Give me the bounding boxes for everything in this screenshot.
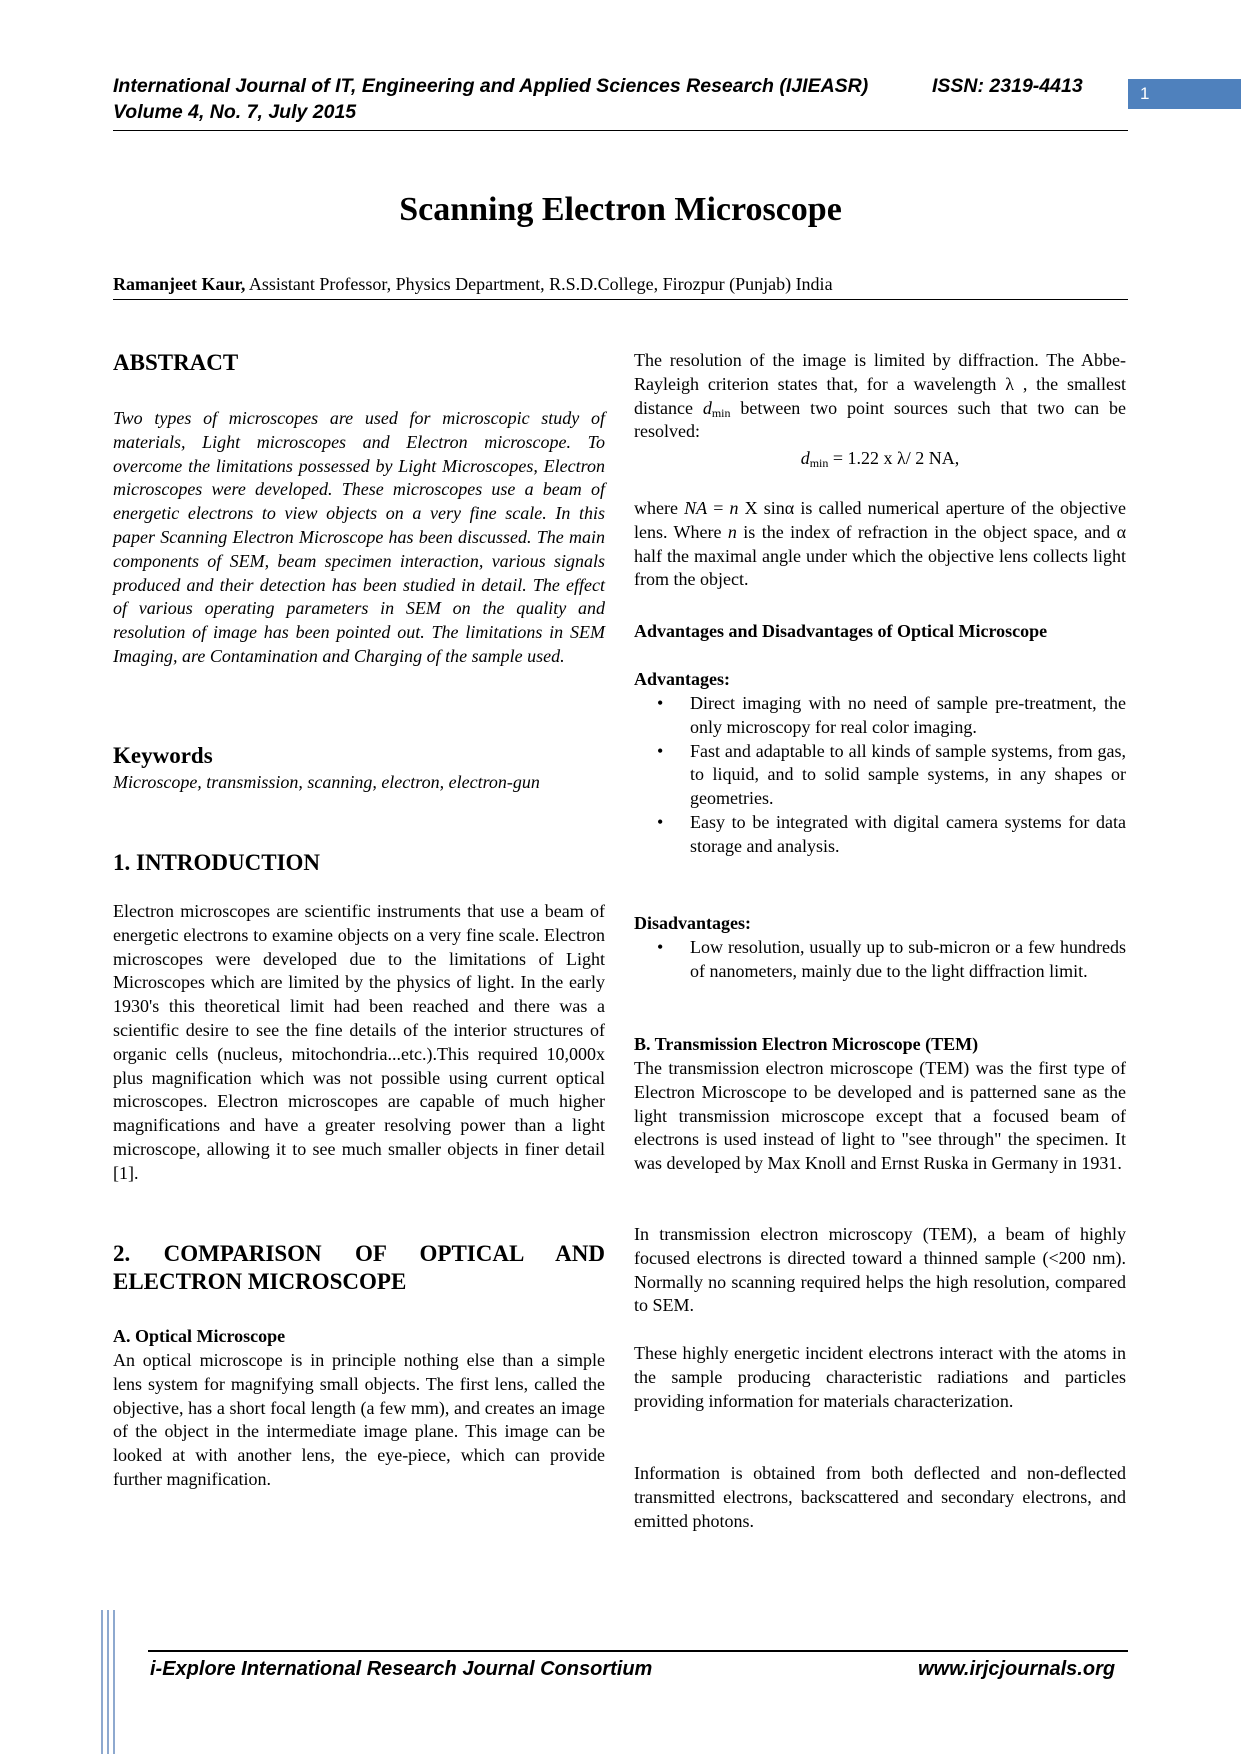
author-line	[113, 273, 833, 295]
list-item: • Fast and adaptable to all kinds of sample systems, from gas, to liquid, and to solid sample systems, in any shapes or geometries.	[657, 740, 1126, 809]
resolution-text: The resolution of the image is limited by diffraction. The Abbe-Rayleigh criterion states that, for a wavelength λ , the smallest distance $d_{min}$ between two point sources such that two can be resolved:	[634, 350, 1126, 442]
adv-disadv-heading: Advantages and Disadvantages of Optical Microscope	[634, 621, 1048, 641]
author-affiliation: Assistant Professor, Physics Department, R.S.D.College, Firozpur (Punjab) India	[245, 274, 833, 294]
optical-microscope-text: An optical microscope is in principle nothing else than a simple lens system for magnifying small objects. The first lens, called the objective, has a short focal length (a few mm), and creates an image of the object in the intermediate image plane. This image can be looked at with another lens, the eye-piece, which can provide further magnification.	[113, 1350, 605, 1489]
list-item: • Direct imaging with no need of sample pre-treatment, the only microscopy for real color imaging.	[657, 693, 1126, 737]
list-item: • Low resolution, usually up to sub-micron or a few hundreds of nanometers, mainly due to the light diffraction limit.	[657, 937, 1126, 981]
footer-consortium: i-Explore International Research Journal Consortium	[150, 1658, 653, 1680]
footer-website: www.irjcjournals.org	[918, 1658, 1116, 1680]
introduction-heading: 1. INTRODUCTION	[113, 850, 321, 875]
volume-issue: Volume 4, No. 7, July 2015	[113, 101, 357, 123]
paper-title: Scanning Electron Microscope	[399, 191, 842, 228]
optical-microscope-heading: A. Optical Microscope	[113, 1326, 286, 1346]
list-item: • Easy to be integrated with digital camera systems for data storage and analysis.	[657, 811, 1126, 856]
author-rule	[113, 299, 1128, 300]
keywords-text: Microscope, transmission, scanning, electron, electron-gun	[113, 772, 540, 792]
numerical-aperture-text: where NA = n X sinα is called numerical aperture of the objective lens. Where n is the index of refraction in the object space, and α half the maximal angle under which the objective lens collects light from the object.	[634, 498, 1127, 590]
footer-decorative-bars	[101, 1610, 117, 1754]
comparison-heading: 2. COMPARISON OF OPTICAL AND ELECTRON MICROSCOPE	[113, 1241, 605, 1294]
resolution-formula: $d_{min} = 1.22$ x λ/ 2 NA,	[800, 448, 960, 470]
author-name: Ramanjeet Kaur,	[113, 274, 246, 294]
tem-paragraph-4: Information is obtained from both deflected and non-deflected transmitted electrons, backscattered and secondary electrons, and emitted photons.	[634, 1463, 1126, 1531]
journal-name: International Journal of IT, Engineering and Applied Sciences Research (IJIEASR)	[113, 75, 869, 97]
disadvantages-label: Disadvantages:	[634, 913, 752, 933]
advantages-label: Advantages:	[634, 669, 731, 689]
footer-rule	[148, 1650, 1128, 1652]
abstract-text: Two types of microscopes are used for microscopic study of materials, Light microscopes and Electron microscope. To overcome the limitations possessed by Light Microscopes, Electron microscopes were developed. These microscopes use a beam of energetic electrons to view objects on a very fine scale. In this paper Scanning Electron Microscope has been discussed. The main components of SEM, beam specimen interaction, various signals produced and their detection has been studied in detail. The effect of various operating parameters in SEM on the quality and resolution of image has been pointed out. The limitations in SEM Imaging, are Contamination and Charging of the sample used.	[113, 408, 605, 666]
tem-paragraph-1: The transmission electron microscope (TEM) was the first type of Electron Microscope to be developed and is patterned sane as the light transmission microscope except that a focused beam of electrons is used instead of light to "see through" the specimen. It was developed by Max Knoll and Ernst Ruska in Germany in 1931.	[634, 1058, 1126, 1174]
tem-paragraph-2: In transmission electron microscopy (TEM), a beam of highly focused electrons is directed toward a thinned sample (<200 nm). Normally no scanning required helps the high resolution, compared to SEM.	[634, 1224, 1126, 1316]
keywords-heading: Keywords	[113, 743, 213, 768]
tem-paragraph-3: These highly energetic incident electrons interact with the atoms in the sample producing characteristic radiations and particles providing information for materials characterization.	[634, 1343, 1126, 1411]
introduction-text: Electron microscopes are scientific instruments that use a beam of energetic electrons to examine objects on a very fine scale. Electron microscopes were developed due to the limitations of Light Microscopes which are limited by the physics of light. In the early 1930's this theoretical limit had been reached and there was a scientific desire to see the fine details of the interior structures of organic cells (nucleus, mitochondria...etc.).This required 10,000x plus magnification which was not possible using current optical microscopes. Electron microscopes are capable of much higher magnifications and have a greater resolving power than a light microscope, allowing it to see much smaller objects in finer detail [1].	[113, 901, 605, 1183]
tem-heading: B. Transmission Electron Microscope (TEM)	[634, 1034, 979, 1054]
advantages-list	[634, 692, 1126, 859]
header-rule	[113, 130, 1128, 131]
disadvantages-list	[634, 936, 1126, 984]
issn: ISSN: 2319-4413	[932, 75, 1083, 97]
page-number-tab: 1	[1128, 79, 1241, 109]
abstract-heading: ABSTRACT	[113, 350, 239, 375]
